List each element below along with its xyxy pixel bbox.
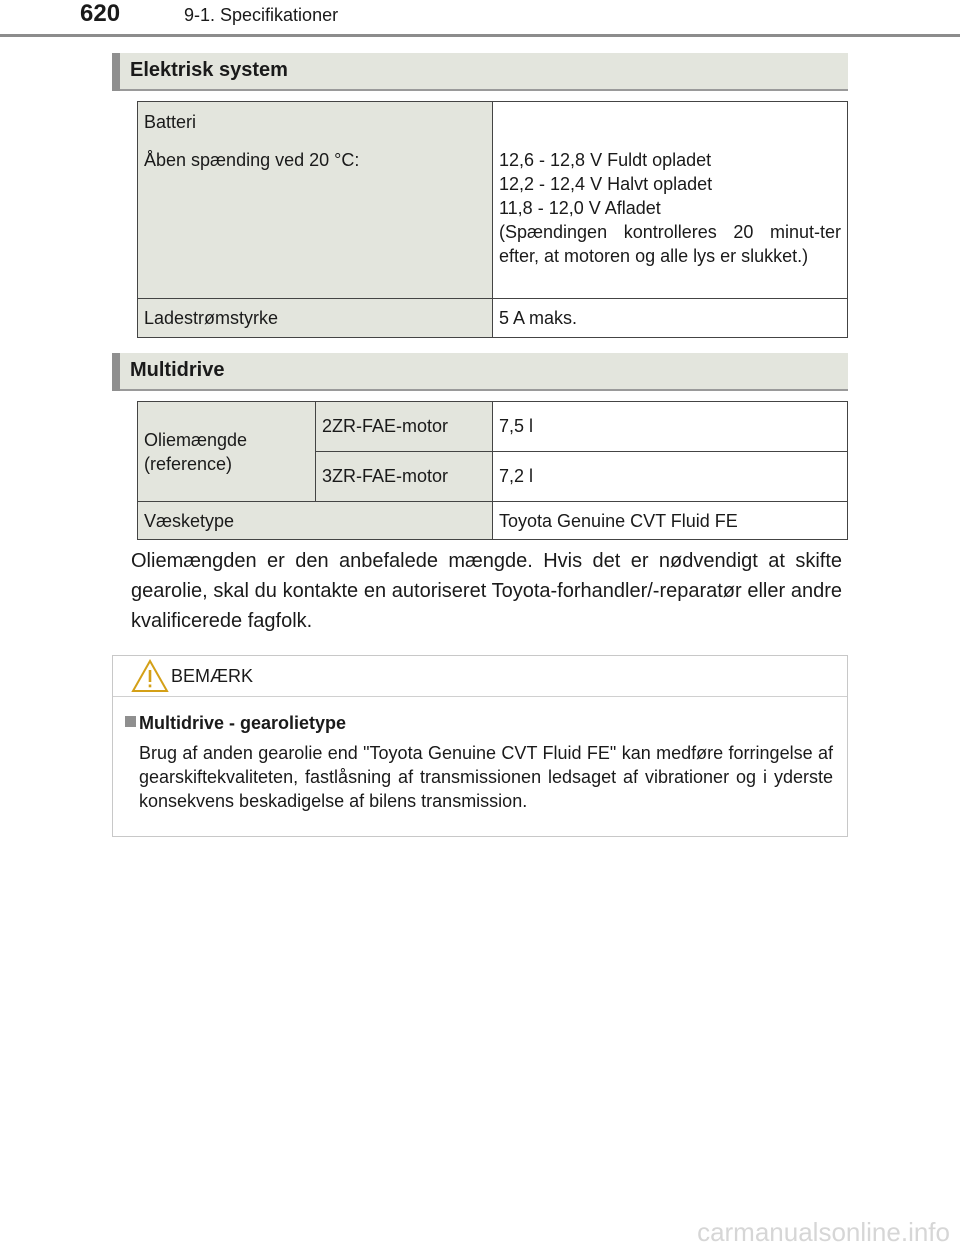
notice-header [113, 656, 847, 697]
header-rule [0, 34, 960, 37]
oil-amount-paragraph: Oliemængden er den anbefalede mængde. Hvis det er nødvendigt at skifte gearolie, skal du kontakte en autoriseret Toyota-forhandler/-reparatør eller andre kvalificerede fagfolk. [131, 550, 842, 632]
charge-label: Ladestrømstyrke [138, 299, 493, 338]
section-bar [112, 353, 120, 391]
page-header [0, 0, 960, 40]
engine-oil-value: 7,2 l [493, 452, 848, 502]
engine-oil-value: 7,5 l [493, 402, 848, 452]
voltage-half: 12,2 - 12,4 V Halvt opladet [499, 174, 713, 194]
voltage-label: Åben spænding ved 20 °C: [144, 150, 360, 170]
notice-text: Brug af anden gearolie end "Toyota Genuine CVT Fluid FE" kan medføre forringelse af gearskiftekvaliteten, fastlåsning af transmissionen ledsaget af vibrationer og i yderste konsekvens beskadigelse af bilens transmission. [139, 743, 833, 811]
page-number: 620 [80, 0, 121, 27]
table-row [138, 402, 848, 452]
table-row [138, 299, 848, 338]
table-row [138, 102, 848, 299]
section-multidrive-title: Multidrive [130, 359, 225, 381]
oil-amount-label: Oliemængde (reference) [138, 402, 316, 502]
fluid-type-label: Væsketype [138, 502, 493, 540]
bullet-square-icon [125, 716, 136, 727]
section-electrical-title: Elektrisk system [130, 59, 288, 81]
voltage-full: 12,6 - 12,8 V Fuldt opladet [499, 150, 712, 170]
section-electrical-header [112, 53, 848, 91]
multidrive-table [137, 401, 848, 540]
battery-cell [138, 102, 493, 299]
electrical-table [137, 101, 848, 338]
notice-box [112, 655, 848, 837]
battery-label: Batteri [144, 112, 197, 132]
engine-name: 2ZR-FAE-motor [316, 402, 493, 452]
charge-value: 5 A maks. [493, 299, 848, 338]
section-bar [112, 53, 120, 91]
voltage-note: (Spændingen kontrolleres 20 minut-ter efter, at motoren og alle lys er slukket.) [499, 222, 841, 266]
watermark: carmanualsonline.info [697, 1217, 950, 1247]
voltage-empty: 11,8 - 12,0 V Afladet [499, 198, 661, 218]
voltage-value-cell [493, 102, 848, 299]
fluid-type-value: Toyota Genuine CVT Fluid FE [493, 502, 848, 540]
warning-triangle-icon [131, 659, 169, 693]
engine-name: 3ZR-FAE-motor [316, 452, 493, 502]
section-multidrive-header [112, 353, 848, 391]
chapter-title: 9-1. Specifikationer [184, 5, 339, 25]
notice-subtitle: Multidrive - gearolietype [139, 713, 347, 733]
notice-label: BEMÆRK [171, 666, 254, 686]
table-row [138, 502, 848, 540]
